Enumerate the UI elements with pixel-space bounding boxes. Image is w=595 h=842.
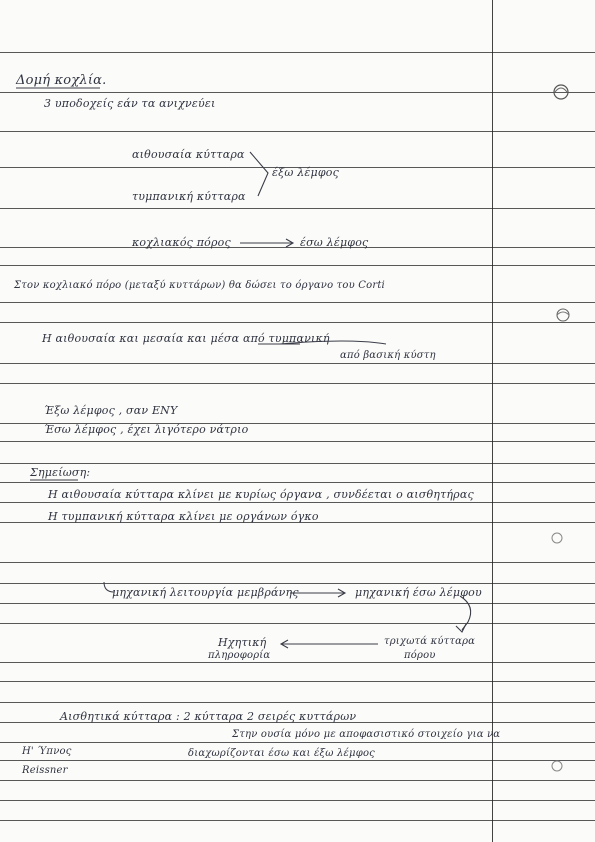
chain-step-2: μηχανική έσω λέμφου — [355, 586, 482, 599]
chain-step-4: πληροφορία — [208, 650, 271, 661]
branch-target: έξω λέμφος — [272, 166, 339, 179]
margin-note-2: Reissner — [22, 765, 68, 776]
intro-line: 3 υποδοχείς εάν τα ανιχνεύει — [44, 97, 216, 110]
lymph-line-1: Έξω λέμφος , σαν ΕΝΥ — [44, 404, 178, 417]
chain-step-6: πόρου — [404, 650, 436, 661]
lymph-line-2: Έσω λέμφος , έχει λιγότερο νάτριο — [44, 423, 249, 436]
margin-note-1: Η' Ύπνος — [22, 746, 72, 757]
summary-line-1: Η αιθουσαία κύτταρα κλίνει με κυρίως όργανα , συνδέεται ο αισθητήρας — [48, 488, 474, 501]
branch-vestibular: αιθουσαία κύτταρα — [132, 148, 245, 161]
membrane-line-1: Η αιθουσαία και μεσαία και μέσα από τυμπανική — [42, 332, 330, 345]
branch-tympanic: τυμπανική κύτταρα — [132, 190, 246, 203]
summary-line-2: Η τυμπανική κύτταρα κλίνει με οργάνων όγκο — [48, 510, 319, 523]
auditory-line-2: Στην ουσία μόνο με αποφασιστικό στοιχείο για να — [232, 729, 501, 740]
chain-step-1: μηχανική λειτουργία μεμβράνης — [112, 586, 299, 599]
heading-title: Δομή κοχλία. — [16, 73, 107, 88]
chain-step-5: τριχωτά κύτταρα — [384, 636, 476, 647]
membrane-line-2: από βασική κύστη — [340, 350, 436, 361]
summary-label: Σημείωση: — [30, 466, 91, 479]
cochlear-target: έσω λέμφος — [300, 236, 369, 249]
auditory-line-3: διαχωρίζονται έσω και έξω λέμφος — [188, 748, 375, 759]
cochlear-duct: κοχλιακός πόρος — [132, 236, 231, 249]
auditory-line-1: Αισθητικά κύτταρα : 2 κύτταρα 2 σειρές κυττάρων — [60, 710, 357, 723]
chain-step-3: Ηχητική — [218, 636, 267, 649]
corti-statement: Στον κοχλιακό πόρο (μεταξύ κυττάρων) θα δώσει το όργανο του Corti — [14, 280, 385, 291]
